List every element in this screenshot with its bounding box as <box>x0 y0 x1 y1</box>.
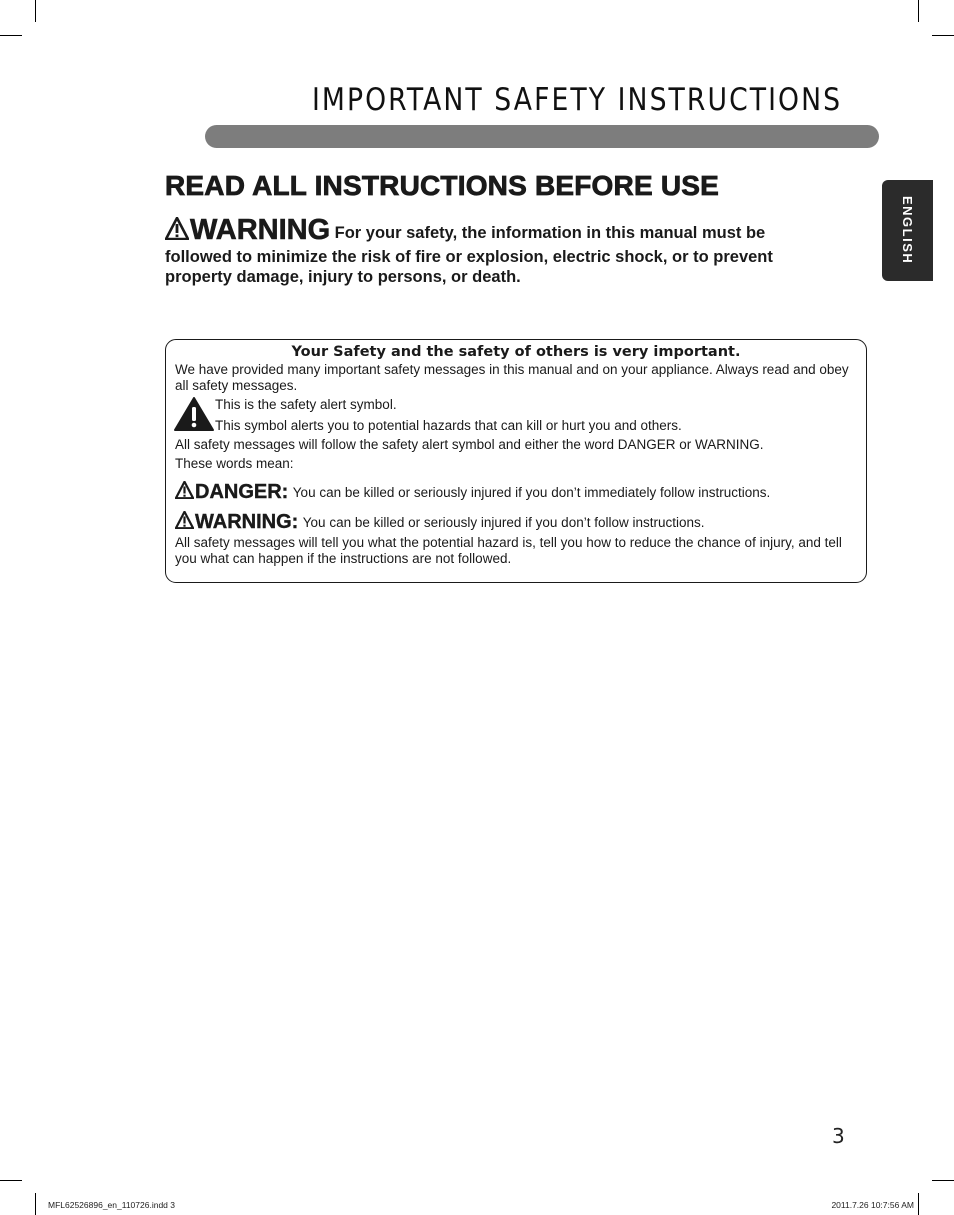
footer-timestamp: 2011.7.26 10:7:56 AM <box>831 1200 914 1210</box>
warning-notice <box>165 214 825 287</box>
symbol-row <box>175 397 857 435</box>
language-tab-label: ENGLISH <box>900 196 915 265</box>
danger-line <box>175 481 857 504</box>
warning-line <box>175 511 857 534</box>
follow-line-2: These words mean: <box>175 456 294 471</box>
follow-line-1: All safety messages will follow the safety alert symbol and either the word DANGER or WARNING. <box>175 437 764 452</box>
warning-triangle-icon <box>165 217 189 245</box>
page-title: IMPORTANT SAFETY INSTRUCTIONS <box>312 82 843 118</box>
crop-mark <box>35 0 36 22</box>
language-tab <box>882 180 933 281</box>
danger-label: DANGER: <box>195 481 289 503</box>
safety-info-box <box>165 339 867 583</box>
warning-triangle-icon <box>175 511 194 534</box>
crop-mark <box>0 1180 22 1181</box>
danger-text: You can be killed or seriously injured if you don’t immediately follow instructions. <box>292 485 771 500</box>
warning-signal-text: You can be killed or seriously injured if you don’t follow instructions. <box>302 515 705 530</box>
page-number: 3 <box>832 1124 845 1148</box>
crop-mark <box>918 1193 919 1215</box>
crop-mark <box>932 1180 954 1181</box>
symbol-desc-2: This symbol alerts you to potential hazards that can kill or hurt you and others. <box>215 418 682 433</box>
warning-triangle-icon <box>175 481 194 504</box>
warning-triangle-icon <box>173 396 215 437</box>
header-bar <box>205 125 879 148</box>
warning-label: WARNING <box>190 214 331 246</box>
symbol-desc-1: This is the safety alert symbol. <box>215 397 397 412</box>
footer-file: MFL62526896_en_110726.indd 3 <box>48 1200 175 1210</box>
crop-mark <box>0 35 22 36</box>
box-title: Your Safety and the safety of others is very important. <box>291 344 741 360</box>
box-intro: We have provided many important safety messages in this manual and on your appliance. Always read and obey all safety messages. <box>175 362 849 393</box>
warning-text: For your safety, the information in this manual must be followed to minimize the risk of fire or explosion, electric shock, or to prevent property damage, injury to persons, or death. <box>165 224 773 286</box>
box-closing: All safety messages will tell you what the potential hazard is, tell you how to reduce the chance of injury, and tell you what can happen if the instructions are not followed. <box>175 535 842 566</box>
crop-mark <box>35 1193 36 1215</box>
crop-mark <box>932 35 954 36</box>
crop-mark <box>918 0 919 22</box>
warning-signal-label: WARNING: <box>195 511 299 533</box>
main-heading: READ ALL INSTRUCTIONS BEFORE USE <box>165 170 719 201</box>
